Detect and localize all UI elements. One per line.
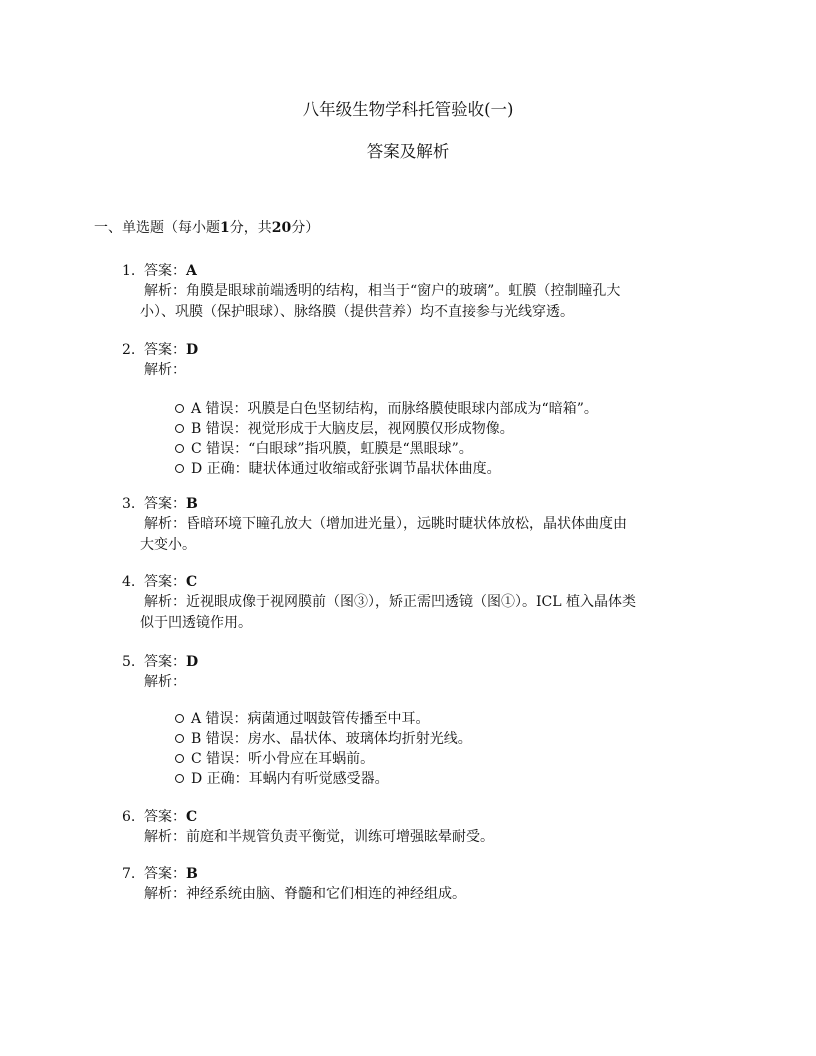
question-number: 5. — [122, 654, 136, 670]
explanation-line: 解析： — [144, 674, 186, 690]
answer-value: C — [186, 574, 198, 590]
circle-bullet-icon — [175, 754, 184, 763]
circle-bullet-icon — [175, 774, 184, 783]
circle-bullet-icon — [175, 404, 184, 413]
explanation-line: 解析：角膜是眼球前端透明的结构，相当于“窗户的玻璃”。虹膜（控制瞳孔大 — [144, 283, 621, 299]
answer-line: 答案：D — [144, 654, 199, 670]
sub-point: C 错误：“白眼球”指巩膜，虹膜是“黑眼球”。 — [175, 439, 598, 459]
sub-point: B 错误：视觉形成于大脑皮层，视网膜仅形成物像。 — [175, 419, 598, 439]
section-heading: 一、单选题（每小题1分，共20分） — [94, 220, 320, 236]
circle-bullet-icon — [175, 424, 184, 433]
circle-bullet-icon — [175, 444, 184, 453]
sub-point: B 错误：房水、晶状体、玻璃体均折射光线。 — [175, 729, 472, 749]
answer-value: D — [186, 342, 199, 358]
sub-point-list — [175, 399, 598, 479]
answer-line: 答案：B — [144, 866, 198, 882]
sub-point-list — [175, 709, 472, 789]
question-number: 3. — [122, 496, 136, 512]
explanation-continuation: 大变小。 — [140, 537, 196, 553]
explanation-continuation: 小）、巩膜（保护眼球）、脉络膜（提供营养）均不直接参与光线穿透。 — [140, 304, 574, 320]
explanation-continuation: 似于凹透镜作用。 — [140, 615, 252, 631]
page-subtitle: 答案及解析 — [366, 142, 450, 161]
question-number: 4. — [122, 574, 136, 590]
sub-point: D 正确：耳蜗内有听觉感受器。 — [175, 769, 472, 789]
explanation-line: 解析：昏暗环境下瞳孔放大（增加进光量），远眺时睫状体放松，晶状体曲度由 — [144, 516, 627, 532]
sub-point: D 正确：睫状体通过收缩或舒张调节晶状体曲度。 — [175, 459, 598, 479]
answer-line: 答案：C — [144, 809, 198, 825]
explanation-line: 解析：近视眼成像于视网膜前（图③），矫正需凹透镜（图①）。ICL 植入晶体类 — [144, 594, 636, 610]
sub-point: C 错误：听小骨应在耳蜗前。 — [175, 749, 472, 769]
answer-line: 答案：A — [144, 263, 197, 279]
circle-bullet-icon — [175, 464, 184, 473]
page-title: 八年级生物学科托管验收(一) — [302, 100, 514, 119]
answer-value: A — [186, 263, 197, 279]
question-number: 6. — [122, 809, 136, 825]
explanation-line: 解析：前庭和半规管负责平衡觉，训练可增强眩晕耐受。 — [144, 829, 494, 845]
explanation-line: 解析： — [144, 362, 186, 378]
sub-point: A 错误：巩膜是白色坚韧结构，而脉络膜使眼球内部成为“暗箱”。 — [175, 399, 598, 419]
answer-line: 答案：D — [144, 342, 199, 358]
answer-value: B — [186, 866, 198, 882]
sub-point: A 错误：病菌通过咽鼓管传播至中耳。 — [175, 709, 472, 729]
answer-line: 答案：B — [144, 496, 198, 512]
question-number: 7. — [122, 866, 136, 882]
answer-value: D — [186, 654, 199, 670]
answer-value: B — [186, 496, 198, 512]
circle-bullet-icon — [175, 734, 184, 743]
explanation-line: 解析：神经系统由脑、脊髓和它们相连的神经组成。 — [144, 886, 466, 902]
answer-line: 答案：C — [144, 574, 198, 590]
question-number: 2. — [122, 342, 136, 358]
circle-bullet-icon — [175, 714, 184, 723]
answer-value: C — [186, 809, 198, 825]
question-number: 1. — [122, 263, 136, 279]
